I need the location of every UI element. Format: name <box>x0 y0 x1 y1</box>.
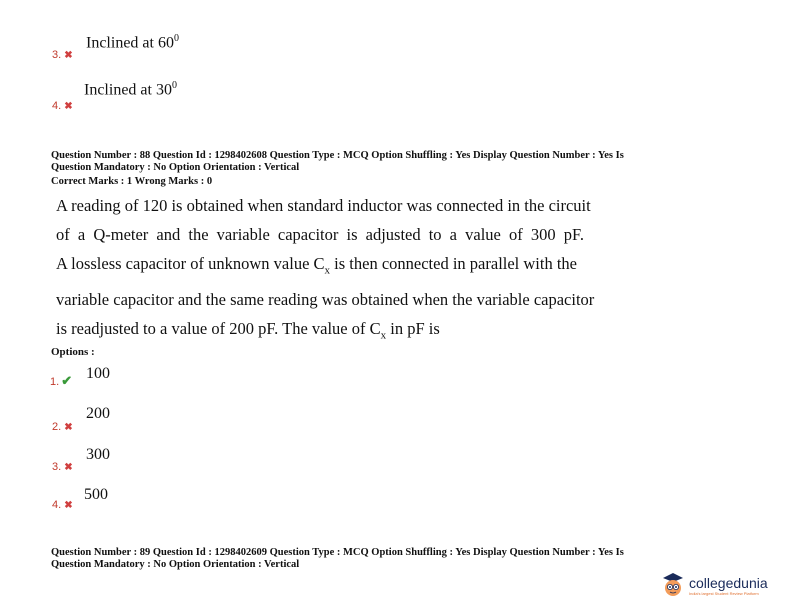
cross-icon: ✖ <box>64 462 73 473</box>
q88-meta-line2: Question Mandatory : No Option Orientation : Vertical <box>51 162 300 173</box>
prev-option-3 <box>52 45 73 63</box>
q88-marks: Correct Marks : 1 Wrong Marks : 0 <box>51 176 213 187</box>
cross-icon: ✖ <box>64 50 73 61</box>
prev-option-4 <box>52 96 73 114</box>
prev-option-4-text: Inclined at $30^0$ <box>84 80 177 99</box>
q88-option-3 <box>52 457 73 475</box>
option-number: 4. <box>52 499 62 511</box>
q89-meta-line1: Question Number : 89 Question Id : 1298402609 Question Type : MCQ Option Shuffling : Yes Display Question Number : Yes Is <box>51 547 624 558</box>
logo-tagline: India's largest Student Review Platform <box>689 590 759 596</box>
q88-option-4 <box>52 495 73 513</box>
collegedunia-logo <box>660 570 768 600</box>
prev-option-3-text: Inclined at $60^0$ <box>86 33 179 52</box>
q89-meta-line2: Question Mandatory : No Option Orientation : Vertical <box>51 559 300 570</box>
check-icon: ✔ <box>61 373 73 388</box>
cross-icon: ✖ <box>64 500 73 511</box>
mascot-icon <box>660 570 686 600</box>
q88-option-2 <box>52 417 73 435</box>
q88-option-3-text: 300 <box>86 446 110 463</box>
q88-option-1-text: 100 <box>86 365 110 382</box>
q88-line: of a Q-meter and the variable capacitor is adjusted to a value of 300 pF. <box>56 225 584 244</box>
option-number: 2. <box>52 421 62 433</box>
q88-option-4-text: 500 <box>84 486 108 503</box>
option-number: 3. <box>52 461 62 473</box>
options-label: Options : <box>51 346 95 358</box>
q88-option-2-text: 200 <box>86 405 110 422</box>
q89-meta <box>51 547 624 571</box>
q88-line: variable capacitor and the same reading was obtained when the variable capacitor <box>56 290 595 310</box>
option-number: 3. <box>52 49 62 61</box>
option-number: 1. <box>50 376 60 388</box>
q88-meta-line1: Question Number : 88 Question Id : 1298402608 Question Type : MCQ Option Shuffling : Yes Display Question Number : Yes Is <box>51 150 624 161</box>
q88-option-1 <box>50 372 72 390</box>
q88-line: A lossless capacitor of unknown value $C_x$ is then connected in parallel with the <box>56 254 578 277</box>
option-number: 4. <box>52 100 62 112</box>
q88-line: is readjusted to a value of 200 pF. The value of $C_x$ in pF is <box>56 319 440 342</box>
logo-name: collegedunia <box>689 574 768 591</box>
q88-line: A reading of 120 is obtained when standard inductor was connected in the circuit <box>56 196 591 215</box>
cross-icon: ✖ <box>64 101 73 112</box>
q88-question-text <box>56 191 594 351</box>
cross-icon: ✖ <box>64 422 73 433</box>
q88-meta <box>51 150 624 188</box>
